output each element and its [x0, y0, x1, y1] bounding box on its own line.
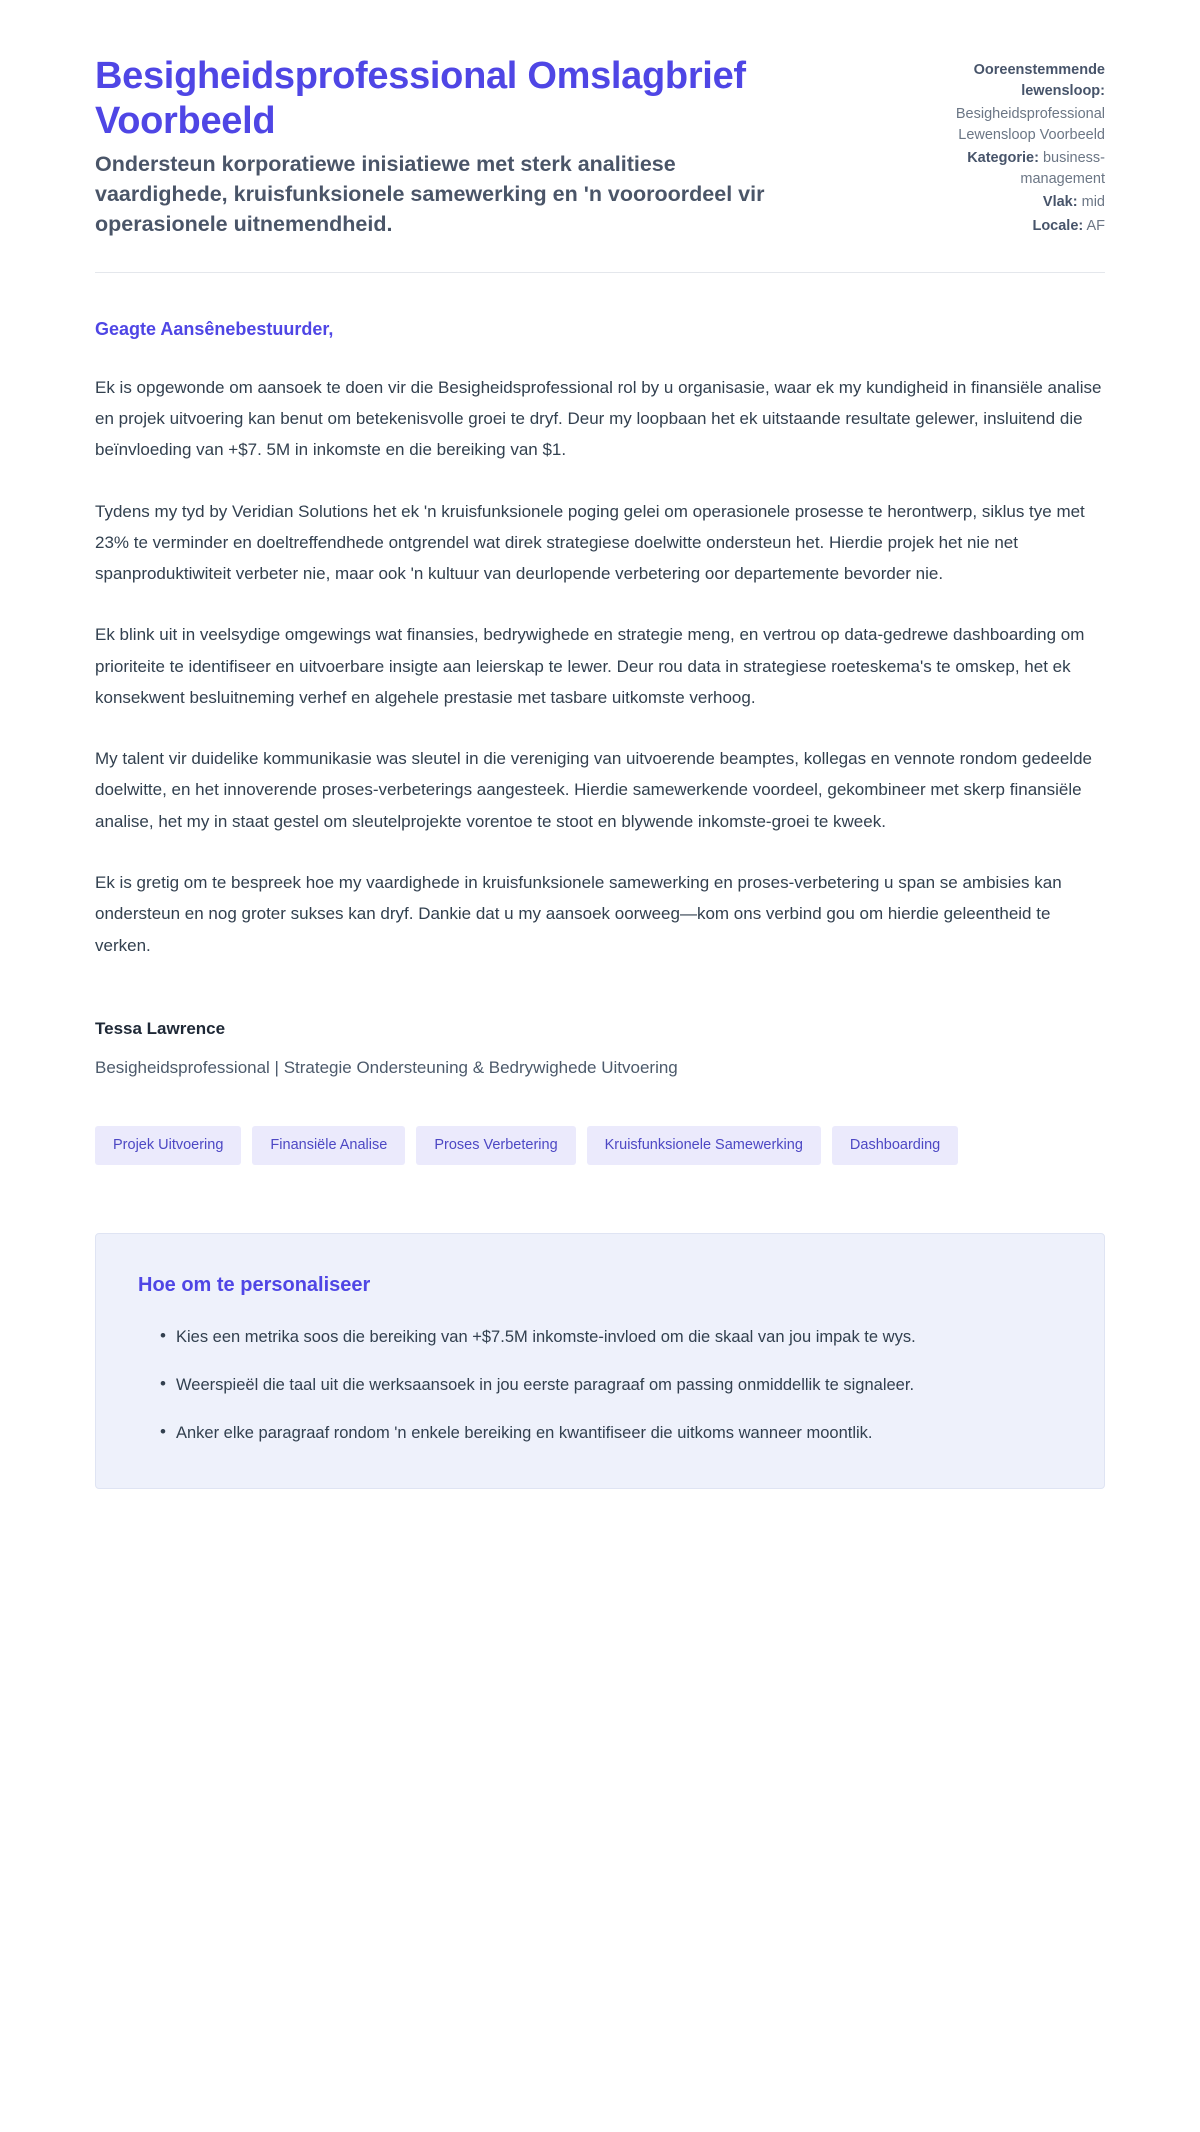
callout-tip-item: • Weerspieël die taal uit die werksaansoek in jou eerste paragraaf om passing onmiddellik te signaleer. — [160, 1370, 1062, 1400]
personalization-callout — [95, 1233, 1105, 1489]
document-metadata — [900, 54, 1105, 240]
page-title: Besigheidsprofessional Omslagbrief Voorbeeld — [95, 55, 746, 143]
letter-paragraph: Ek is gretig om te bespreek hoe my vaardighede in kruisfunksionele samewerking en proses-verbetering u span se ambisies kan ondersteun en nog groter sukses kan dryf. Dankie dat u my aansoek oorweeg—kom ons verbind gou om hierdie geleentheid te verken. — [95, 873, 1062, 955]
letter-paragraph: Ek is opgewonde om aansoek te doen vir die Besigheidsprofessional rol by u organisasie, waar ek my kundigheid in finansiële analise en projek uitvoering kan benut om betekenisvolle groei te dryf. Deur my loopbaan het ek uitstaande resultate gelewer, insluitend die beïnvloeding van +$7. 5M in inkomste en die bereiking van $1. — [95, 377, 1102, 460]
meta-matching-resume-value-row — [900, 104, 1105, 145]
skill-tag[interactable]: Projek Uitvoering — [95, 1126, 241, 1165]
letter-body — [95, 273, 1105, 961]
callout-title: Hoe om te personaliseer — [138, 1273, 371, 1296]
callout-tip-list — [138, 1322, 1062, 1448]
callout-tip-item: • Anker elke paragraaf rondom 'n enkele bereiking en kwantifiseer die uitkoms wanneer moontlik. — [160, 1418, 1062, 1448]
meta-locale-label: Locale: — [1032, 218, 1084, 235]
callout-tip-item: • Kies een metrika soos die bereiking van +$7.5M inkomste-invloed om die skaal van jou impak te wys. — [160, 1322, 1062, 1352]
meta-locale-value: AF — [1086, 218, 1105, 235]
meta-level-label: Vlak: — [1042, 194, 1078, 211]
meta-category-label: Kategorie: — [967, 150, 1039, 167]
page-header — [95, 48, 1105, 240]
meta-locale — [900, 216, 1105, 237]
meta-matching-resume-label: Ooreenstemmende lewensloop: — [973, 62, 1105, 99]
letter-salutation: Geagte Aansênebestuurder, — [95, 318, 334, 339]
skill-tag[interactable]: Finansiële Analise — [252, 1126, 405, 1165]
letter-paragraph: My talent vir duidelike kommunikasie was sleutel in die vereniging van uitvoerende beamptes, kollegas en vennote rondom gedeelde doelwitte, en het innoverende proses-verbeterings aangesteek. Hierdie samewerkende voordeel, gekombineer met skerp finansiële analise, het my in staat gestel om sleutelprojekte vorentoe te stoot en blywende inkomste-groei te kweek. — [95, 749, 1092, 831]
meta-matching-resume — [900, 60, 1105, 101]
letter-paragraph: Ek blink uit in veelsydige omgewings wat finansies, bedrywighede en strategie meng, en vertrou op data-gedrewe dashboarding om prioriteite te identifiseer en uitvoerbare insigte aan leierskap te lewer. Deur rou data in strategiese roeteskema's te omskep, het ek konsekwent besluitneming verhef en algehele prestasie met tasbare uitkomste verhoog. — [95, 625, 1085, 707]
skill-tag[interactable]: Kruisfunksionele Samewerking — [587, 1126, 821, 1165]
signature-role: Besigheidsprofessional | Strategie Ondersteuning & Bedrywighede Uitvoering — [95, 1057, 678, 1077]
meta-category-value: business-management — [1020, 150, 1105, 187]
signature-block — [95, 991, 1105, 1080]
header-text-block — [95, 54, 795, 239]
meta-matching-resume-value: Besigheidsprofessional Lewensloop Voorbeeld — [955, 106, 1105, 143]
skill-tag[interactable]: Proses Verbetering — [416, 1126, 575, 1165]
letter-paragraph: Tydens my tyd by Veridian Solutions het ek 'n kruisfunksionele poging gelei om operasionele prosesse te herontwerp, siklus tye met 23% te verminder en doeltreffendhede ontgrendel wat direk strategiese doelwitte ondersteun het. Hierdie projek het nie net spanproduktiwiteit verbeter nie, maar ook 'n kultuur van deurlopende verbetering oor departemente bevorder nie. — [95, 501, 1085, 584]
meta-level-value: mid — [1081, 194, 1105, 211]
page-subtitle: Ondersteun korporatiewe inisiatiewe met sterk analitiese vaardighede, kruisfunksionele samewerking en 'n vooroordeel vir operasionele uitnemendheid. — [95, 152, 765, 236]
skill-tag-list — [95, 1080, 995, 1165]
meta-level — [900, 192, 1105, 213]
meta-category — [900, 148, 1105, 189]
signature-name: Tessa Lawrence — [95, 1018, 226, 1038]
skill-tag[interactable]: Dashboarding — [832, 1126, 958, 1165]
